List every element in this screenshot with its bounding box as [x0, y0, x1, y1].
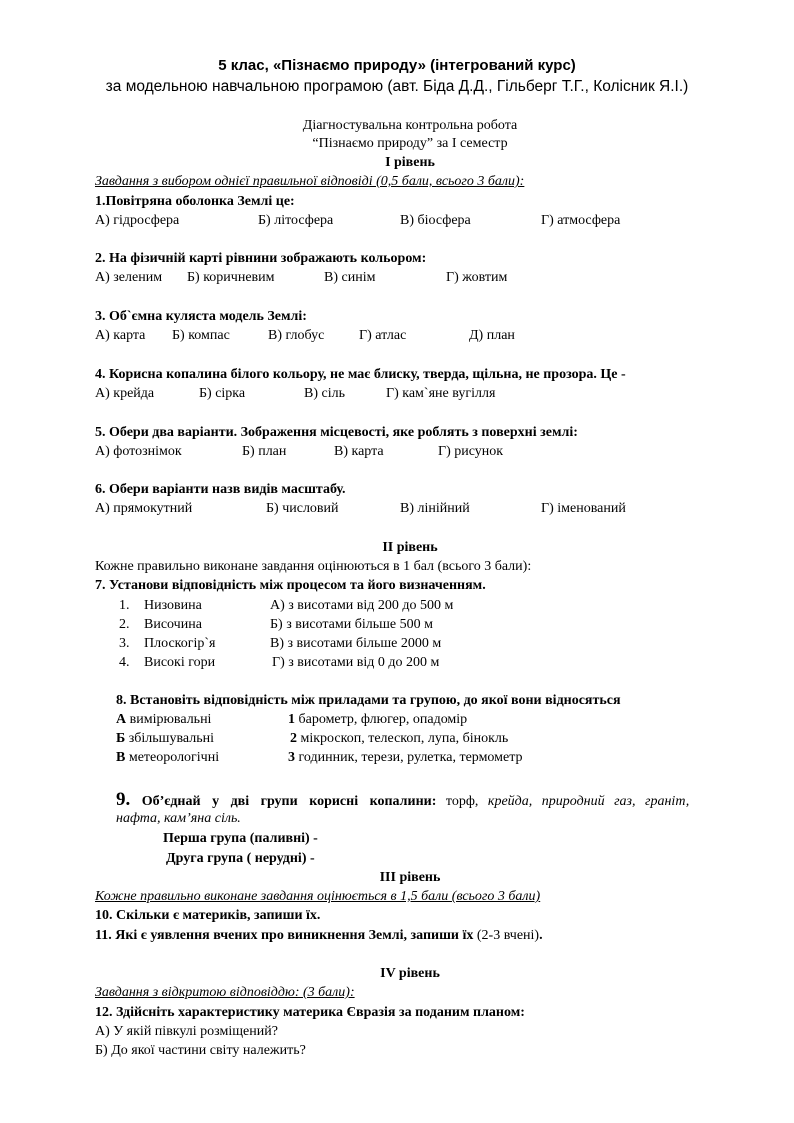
q8-group-b-name: збільшувальні [125, 731, 214, 746]
level3-instruction: Кожне правильно виконане завдання оцінюється в 1,5 бали (всього 3 бали) [95, 889, 541, 904]
q4-option-d: Г) кам`яне вугілля [386, 386, 496, 401]
q6-option-d: Г) іменований [541, 501, 626, 516]
document-title: 5 клас, «Пізнаємо природу» (інтегрований курс) [218, 57, 576, 74]
q11-main: 11. Які є уявлення вчених про виникнення Землі, запиши їх [95, 928, 474, 943]
q8-device-3-list: годинник, терези, рулетка, термометр [295, 750, 523, 765]
level2-title: ІІ рівень [382, 540, 438, 555]
q2-option-b: Б) коричневим [187, 270, 275, 285]
question-11 [95, 927, 543, 945]
q4-option-c: В) сіль [304, 386, 345, 401]
work-title: Діагностувальна контрольна робота [302, 118, 518, 133]
q3-option-b: Б) компас [172, 328, 230, 343]
q3-option-c: В) глобус [268, 328, 325, 343]
q5-option-d: Г) рисунок [438, 444, 504, 459]
question-10: 10. Скільки є материків, запиши їх. [95, 908, 321, 923]
document-subtitle: за модельною навчальною програмою (авт. Біда Д.Д., Гільберг Т.Г., Колісник Я.І.) [105, 78, 689, 95]
question-3: 3. Об`ємна куляста модель Землі: [95, 309, 307, 324]
q5-option-a: А) фотознімок [95, 444, 182, 459]
q8-device-2-list: мікроскоп, телескоп, лупа, бінокль [297, 731, 509, 746]
q8-device-1-num: 1 [288, 712, 295, 727]
question-2: 2. На фізичній карті рівнини зображають кольором: [95, 251, 427, 266]
q8-device-3-num: 3 [288, 750, 295, 765]
question-1: 1.Повітряна оболонка Землі це: [95, 194, 295, 209]
q8-device-3 [288, 749, 523, 767]
q7-num-2: 2. [119, 617, 130, 632]
q8-device-1-list: барометр, флюгер, опадомір [295, 712, 468, 727]
q7-def-b: Б) з висотами більше 500 м [270, 617, 433, 632]
q9-line2: нафта, кам’яна сіль. [116, 811, 241, 826]
question-4: 4. Корисна копалина білого кольору, не має блиску, тверда, щільна, не прозора. Це - [95, 367, 626, 382]
question-7: 7. Установи відповідність між процесом та його визначенням. [95, 578, 486, 593]
q11-note: (2-3 вчені) [473, 928, 540, 943]
level1-instruction: Завдання з вибором однієї правильної відповіді (0,5 бали, всього 3 бали): [95, 174, 525, 189]
q8-device-1 [288, 711, 467, 729]
q9-number: 9. [116, 789, 131, 810]
q9-first: торф, [436, 794, 479, 809]
q9-rest: крейда, природний газ, граніт, [478, 794, 690, 809]
level2-instruction: Кожне правильно виконане завдання оцінюються в 1 бал (всього 3 бали): [95, 559, 532, 574]
q7-def-c: В) з висотами більше 2000 м [270, 636, 442, 651]
q9-group2: Друга група ( нерудні) - [166, 851, 315, 866]
q4-option-a: А) крейда [95, 386, 155, 401]
q1-option-c: В) біосфера [400, 213, 471, 228]
q8-group-a [116, 711, 211, 729]
q1-option-d: Г) атмосфера [541, 213, 621, 228]
level4-title: ІV рівень [380, 966, 440, 981]
q4-option-b: Б) сірка [199, 386, 246, 401]
q7-def-a: А) з висотами від 200 до 500 м [270, 598, 454, 613]
q6-option-a: А) прямокутний [95, 501, 193, 516]
q11-end: . [539, 928, 543, 943]
q9-group1: Перша група (паливні) - [163, 831, 318, 846]
q8-group-b [116, 730, 214, 748]
q2-option-a: А) зеленим [95, 270, 163, 285]
q8-device-2-num: 2 [290, 731, 297, 746]
level3-title: ІІІ рівень [379, 870, 441, 885]
q3-option-a: А) карта [95, 328, 146, 343]
question-5: 5. Обери два варіанти. Зображення місцевості, яке роблять з поверхні землі: [95, 425, 578, 440]
q3-option-e: Д) план [469, 328, 515, 343]
q1-option-a: А) гідросфера [95, 213, 180, 228]
q8-group-c-name: метеорологічні [125, 750, 220, 765]
question-6: 6. Обери варіанти назв видів масштабу. [95, 482, 346, 497]
level4-instruction: Завдання з відкритою відповіддю: (3 бали): [95, 985, 355, 1000]
q7-term-1: Низовина [144, 598, 202, 613]
q6-option-c: В) лінійний [400, 501, 470, 516]
q8-group-c [116, 749, 219, 767]
q3-option-d: Г) атлас [359, 328, 407, 343]
q8-group-a-name: вимірювальні [126, 712, 212, 727]
q5-option-c: В) карта [334, 444, 384, 459]
level1-title: І рівень [385, 155, 435, 170]
q2-option-d: Г) жовтим [446, 270, 508, 285]
q2-option-c: В) синім [324, 270, 376, 285]
q12-item-b: Б) До якої частини світу належить? [95, 1043, 306, 1058]
q7-term-4: Високі гори [144, 655, 216, 670]
question-8: 8. Встановіть відповідність між приладами та групою, до якої вони відносяться [116, 693, 621, 708]
q8-group-b-letter: Б [116, 731, 126, 746]
q7-term-2: Височина [144, 617, 202, 632]
q7-num-1: 1. [119, 598, 130, 613]
q9-text: Об’єднай у дві групи корисні копалини: [130, 794, 437, 809]
q8-group-a-letter: А [116, 712, 127, 727]
work-subject: “Пізнаємо природу” за І семестр [312, 136, 508, 151]
q1-option-b: Б) літосфера [258, 213, 334, 228]
q8-group-c-letter: В [116, 750, 126, 765]
q7-num-3: 3. [119, 636, 130, 651]
q5-option-b: Б) план [242, 444, 287, 459]
q6-option-b: Б) числовий [266, 501, 339, 516]
q8-device-2 [290, 730, 508, 748]
q7-def-d: Г) з висотами від 0 до 200 м [272, 655, 440, 670]
q7-term-3: Плоскогір`я [144, 636, 216, 651]
q7-num-4: 4. [119, 655, 130, 670]
q12-item-a: А) У якій півкулі розміщений? [95, 1024, 278, 1039]
question-12: 12. Здійсніть характеристику материка Євразія за поданим планом: [95, 1005, 525, 1020]
